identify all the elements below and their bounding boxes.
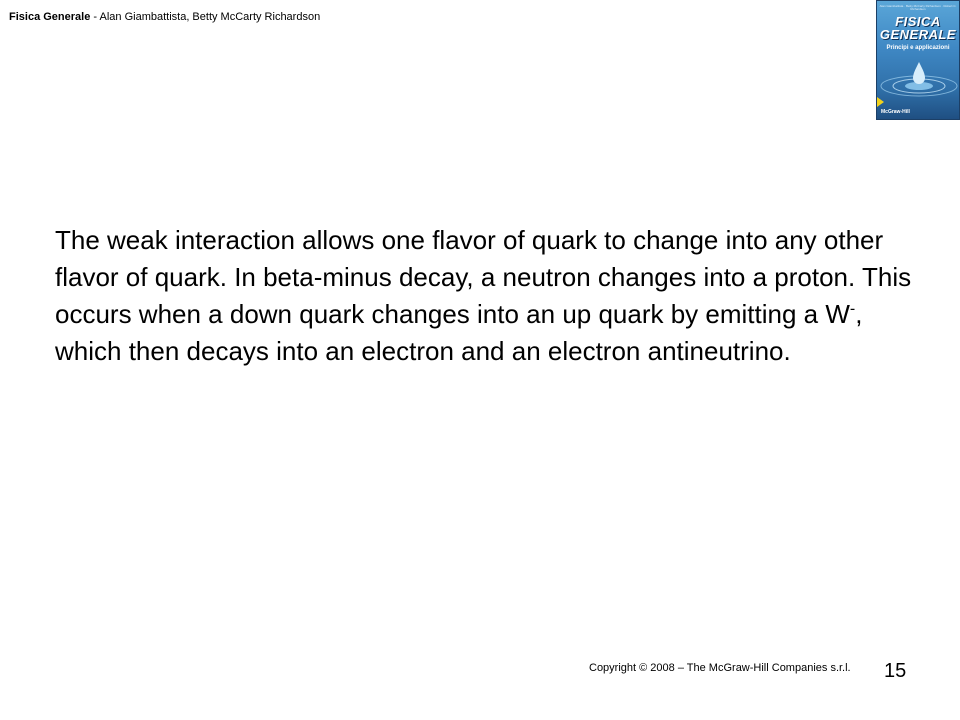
cover-arrow-icon bbox=[877, 97, 884, 107]
book-title: Fisica Generale bbox=[9, 11, 91, 23]
book-cover-image bbox=[876, 0, 960, 120]
cover-title-line2: GENERALE bbox=[879, 27, 957, 42]
cover-title-line1: FISICA bbox=[895, 14, 941, 29]
cover-authors: Alan Giambattista · Betty McCarty Richardson · Robert C. Richardson bbox=[879, 4, 957, 11]
header-separator: - bbox=[90, 11, 100, 23]
cover-publisher: McGraw-Hill bbox=[881, 109, 910, 115]
cover-subtitle: Principi e applicazioni bbox=[886, 45, 950, 51]
water-drop-icon bbox=[877, 56, 960, 106]
body-text-part1: The weak interaction allows one flavor of quark to change into any other flavor of quark. In beta-minus decay, a neutron changes into a proton. This occurs when a down quark changes into an up quark by emitting a W bbox=[55, 225, 912, 329]
body-text-part2: , which then decays into an electron and an electron antineutrino. bbox=[55, 299, 863, 366]
body-paragraph bbox=[55, 222, 915, 370]
slide-body bbox=[55, 222, 915, 370]
w-boson-charge: - bbox=[849, 300, 856, 318]
slide-header bbox=[9, 11, 320, 23]
page-number: 15 bbox=[884, 660, 907, 682]
cover-title bbox=[877, 15, 959, 41]
book-authors: Alan Giambattista, Betty McCarty Richardson bbox=[99, 11, 321, 23]
copyright-notice: Copyright © 2008 – The McGraw-Hill Companies s.r.l. bbox=[589, 662, 851, 674]
